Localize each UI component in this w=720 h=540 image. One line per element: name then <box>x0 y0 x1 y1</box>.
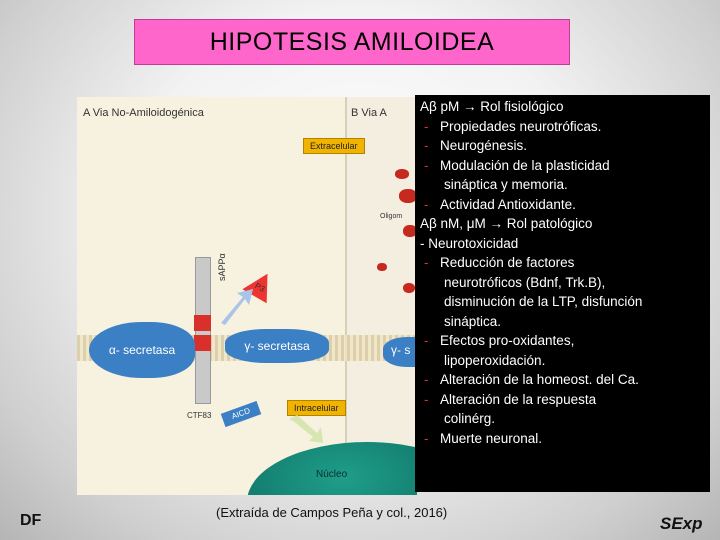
cleavage-arrow-icon <box>217 287 257 327</box>
hypothesis-line-text: - Neurotoxicidad <box>420 235 519 251</box>
hypothesis-lines <box>420 97 706 448</box>
oligomer-blob <box>395 169 409 179</box>
extracelular-tag: Extracelular <box>303 138 365 154</box>
hypothesis-line-text: disminución de la LTP, disfunción <box>444 294 643 309</box>
amyloid-pathway-figure <box>77 97 417 495</box>
bullet-dash: - <box>424 391 429 407</box>
hypothesis-line <box>420 273 706 293</box>
oligomer-blob <box>377 263 387 271</box>
hypothesis-line <box>420 214 706 234</box>
hypothesis-line <box>420 292 706 312</box>
nucleus-label: Núcleo <box>316 469 348 480</box>
panel-b-label: B Via A <box>351 107 387 119</box>
hypothesis-line <box>420 97 706 117</box>
bullet-dash: - <box>424 118 429 134</box>
bullet-dash: - <box>424 196 429 212</box>
alpha-secretasa <box>89 322 195 378</box>
hypothesis-line-text: sináptica y memoria. <box>444 177 568 192</box>
hypothesis-line-text: Modulación de la plasticidad <box>440 157 610 173</box>
hypothesis-line-text: Reducción de factores <box>440 255 575 270</box>
hypothesis-line <box>420 253 706 273</box>
bullet-dash: - <box>424 138 429 153</box>
hypothesis-line-text: Aβ pM → Rol fisiológico <box>420 99 564 114</box>
hypothesis-line <box>420 370 706 390</box>
hypothesis-line-text: lipoperoxidación. <box>444 352 546 368</box>
bullet-dash: - <box>424 430 429 446</box>
hypothesis-line <box>420 390 706 410</box>
hypothesis-text-panel <box>415 95 710 492</box>
hypothesis-line-text: Propiedades neurotróficas. <box>440 118 602 134</box>
hypothesis-line-text: Alteración de la respuesta <box>440 391 597 407</box>
hypothesis-line <box>420 331 706 351</box>
hypothesis-line-text: sináptica. <box>444 313 502 329</box>
hypothesis-line-text: colinérg. <box>444 411 496 426</box>
oligomer-blob <box>403 283 415 293</box>
slide-title <box>134 19 570 65</box>
hypothesis-line-text: Actividad Antioxidante. <box>440 196 576 212</box>
gamma-secretasa-b <box>383 337 417 367</box>
panel-b <box>345 97 417 495</box>
hypothesis-line <box>420 156 706 176</box>
hypothesis-line <box>420 234 706 254</box>
gamma-secretasa-label: γ- secretasa <box>244 339 310 353</box>
ctf83-label: CTF83 <box>187 411 212 420</box>
app-cleavage-site <box>194 335 211 351</box>
bullet-dash: - <box>424 255 429 270</box>
nucleus-arrow-icon <box>287 415 327 445</box>
hypothesis-line-text: neurotróficos (Bdnf, Trk.B), <box>444 274 606 290</box>
footer-right-label: SExp <box>660 514 703 533</box>
sappa-label: sAPPα <box>217 253 227 281</box>
bullet-dash: - <box>424 372 429 387</box>
alpha-secretasa-label: α- secretasa <box>108 343 176 357</box>
hypothesis-line <box>420 175 706 195</box>
hypothesis-line <box>420 195 706 215</box>
gamma-secretasa <box>225 329 329 363</box>
gamma-secretasa-b-label: γ- s <box>391 343 411 357</box>
hypothesis-line <box>420 136 706 156</box>
intracelular-tag: Intracelular <box>287 400 346 416</box>
hypothesis-line <box>420 312 706 332</box>
hypothesis-line <box>420 351 706 371</box>
hypothesis-line <box>420 117 706 137</box>
app-cleavage-site <box>194 315 211 331</box>
oligomer-label: Oligom <box>380 213 403 220</box>
source-citation: (Extraída de Campos Peña y col., 2016) <box>216 505 448 520</box>
slide-title-text: HIPOTESIS AMILOIDEA <box>209 27 495 56</box>
hypothesis-line <box>420 429 706 449</box>
bullet-dash: - <box>424 333 429 348</box>
bullet-dash: - <box>424 157 429 173</box>
footer-left-label: DF <box>20 512 42 529</box>
aicd-label: AICD <box>230 406 252 422</box>
hypothesis-line-text: Alteración de la homeost. del Ca. <box>440 372 639 387</box>
hypothesis-line-text: Aβ nM, μM → Rol patológico <box>420 216 593 231</box>
p3-label: P3 <box>253 281 267 294</box>
hypothesis-line-text: Neurogénesis. <box>440 138 528 153</box>
hypothesis-line-text: Efectos pro-oxidantes, <box>440 333 575 348</box>
hypothesis-line <box>420 409 706 429</box>
hypothesis-line-text: Muerte neuronal. <box>440 430 543 446</box>
panel-a-label: A Via No-Amiloidogénica <box>83 107 204 119</box>
